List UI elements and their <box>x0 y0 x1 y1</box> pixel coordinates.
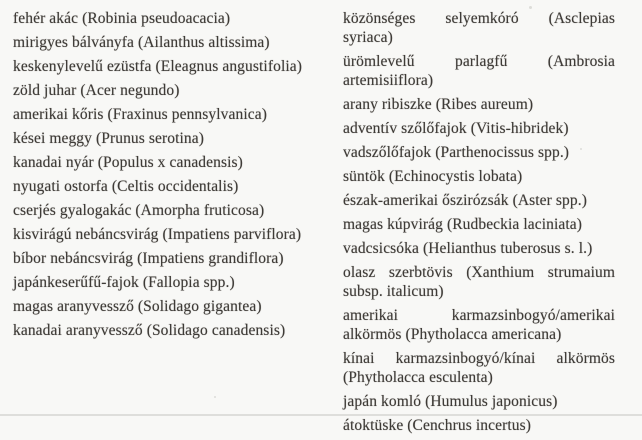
plant-list-item: kanadai nyár (Populus x canadensis) <box>13 154 243 171</box>
plant-list-item: bíbor nebáncsvirág (Impatiens grandiflora) <box>13 250 284 267</box>
plant-list-columns <box>13 9 642 440</box>
scan-speck <box>214 396 216 398</box>
plant-list-item: átoktüske (Cenchrus incertus) <box>343 417 531 434</box>
scan-speck <box>580 148 582 150</box>
plant-list-item: mirigyes bálványfa (Ailanthus altissima) <box>13 34 270 51</box>
plant-list-item: nyugati ostorfa (Celtis occidentalis) <box>13 178 239 195</box>
plant-list-item: kanadai aranyvessző (Solidago canadensis) <box>13 322 286 339</box>
plant-list-item: magas aranyvessző (Solidago gigantea) <box>13 298 262 315</box>
plant-list-item: japánkeserűfű-fajok (Fallopia spp.) <box>13 274 235 291</box>
scan-edge-line <box>0 414 642 416</box>
scan-speck <box>529 6 532 9</box>
plant-list-item: kései meggy (Prunus serotina) <box>13 130 205 147</box>
plant-list-item: ürömlevelű parlagfű (Ambrosia artemisiiflora) <box>343 53 615 89</box>
plant-list-item: amerikai karmazsinbogyó/amerikai alkörmös (Phytholacca americana) <box>343 307 615 343</box>
plant-list-item: japán komló (Humulus japonicus) <box>343 393 558 410</box>
plant-list-item: keskenylevelű ezüstfa (Eleagnus angustifolia) <box>13 58 302 75</box>
plant-list-item: adventív szőlőfajok (Vitis-hibridek) <box>343 120 569 137</box>
plant-list-right-column <box>343 9 615 440</box>
plant-list-item: arany ribiszke (Ribes aureum) <box>343 96 534 113</box>
plant-list-item: közönséges selyemkóró (Asclepias syriaca) <box>343 10 615 46</box>
plant-list-item: fehér akác (Robinia pseudoacacia) <box>13 10 231 27</box>
plant-list-item: kínai karmazsinbogyó/kínai alkörmös (Phytholacca esculenta) <box>343 350 615 386</box>
plant-list-item: vadszőlőfajok (Parthenocissus spp.) <box>343 144 570 161</box>
plant-list-item: zöld juhar (Acer negundo) <box>13 82 180 99</box>
plant-list-item: süntök (Echinocystis lobata) <box>343 168 523 185</box>
plant-list-item: magas kúpvirág (Rudbeckia laciniata) <box>343 216 583 233</box>
plant-list-item: kisvirágú nebáncsvirág (Impatiens parviflora) <box>13 226 302 243</box>
plant-list-item: észak-amerikai őszirózsák (Aster spp.) <box>343 192 587 209</box>
plant-list-item: olasz szerbtövis (Xanthium strumaium subsp. italicum) <box>343 264 615 300</box>
plant-list-item: vadcsicsóka (Helianthus tuberosus s. l.) <box>343 240 593 257</box>
plant-list-item: cserjés gyalogakác (Amorpha fruticosa) <box>13 202 265 219</box>
plant-list-item: amerikai kőris (Fraxinus pennsylvanica) <box>13 106 267 123</box>
plant-list-left-column <box>13 9 305 440</box>
